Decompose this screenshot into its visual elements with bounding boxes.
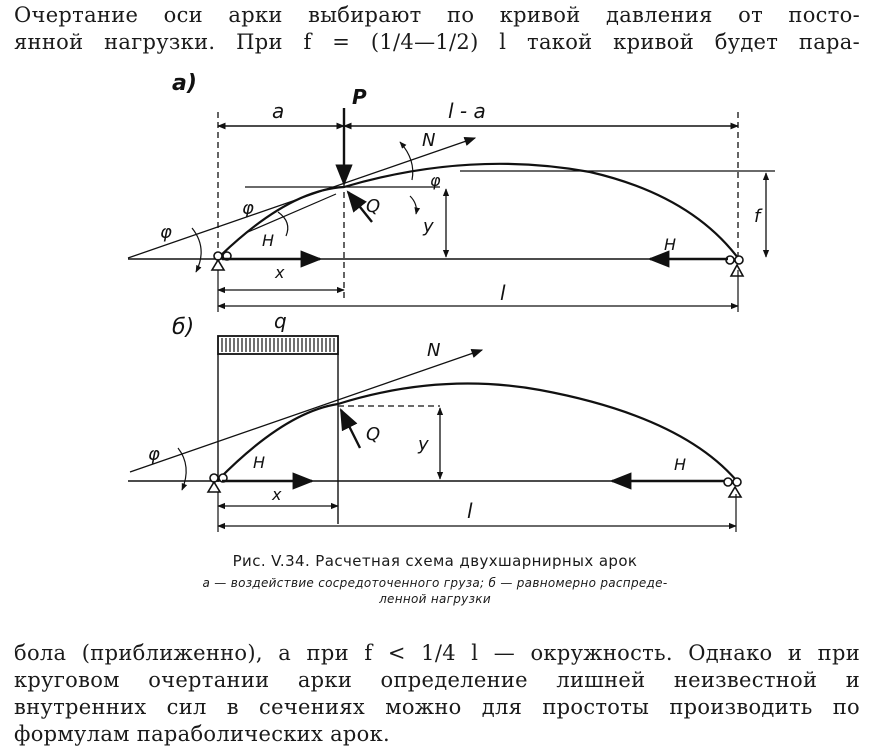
label-f: f (754, 206, 761, 227)
panel-b-arch (218, 384, 736, 480)
label-phi-mid: φ (242, 198, 254, 219)
panel-a-right-support (726, 256, 743, 276)
top-line-1: Очертание оси арки выбирают по кривой давления от посто- (14, 3, 860, 27)
point-H-line (248, 194, 336, 232)
bottom-line-2: круговом очертании арки определение лишней неизвестной и (14, 668, 860, 692)
label-P: P (352, 85, 367, 109)
bottom-paragraph (14, 640, 860, 748)
figure-caption-title: Рис. V.34. Расчетная схема двухшарнирных арок (232, 552, 638, 570)
bottom-line-3: внутренних сил в сечениях можно для простоты производить по (14, 695, 860, 719)
bottom-line-1: бола (приближенно), а при f < 1/4 l — окружность. Однако и при (14, 641, 860, 665)
label-phi-b: φ (148, 444, 160, 465)
label-y: y (423, 216, 434, 237)
top-line-2: янной нагрузки. При f = (1/4—1/2) l такой кривой будет пара- (14, 30, 860, 54)
label-H-left-b: H (253, 453, 266, 472)
shear-Q-arrow-b (341, 410, 360, 448)
label-phi-left: φ (160, 222, 172, 243)
label-l-minus-a: l - a (448, 99, 486, 123)
panel-a-left-support (212, 252, 231, 270)
angle-arc-top-lower (410, 196, 416, 214)
panel-b (128, 309, 741, 532)
label-H-point: H (262, 231, 275, 250)
angle-arc-top (400, 142, 413, 180)
bottom-line-4: формулам параболических арок. (14, 722, 391, 746)
figure-caption-line-1: а — воздействие сосредоточенного груза; б — равномерно распреде- (202, 576, 668, 590)
label-N: N (422, 130, 436, 151)
tangent-N-b (130, 350, 482, 472)
label-l-b: l (467, 499, 473, 523)
label-N-b: N (427, 340, 441, 361)
label-a: a (272, 99, 285, 123)
panel-b-left-support (208, 474, 227, 492)
figure-caption-line-2: ленной нагрузки (379, 592, 491, 606)
label-H-right-b: H (674, 455, 687, 474)
tangent-N (128, 138, 475, 258)
label-phi-top: φ (430, 171, 441, 190)
label-H-right-a: H (664, 235, 677, 254)
label-l-a: l (500, 281, 506, 305)
panel-a (128, 71, 775, 312)
label-x-b: x (272, 485, 282, 504)
label-Q-b: Q (366, 424, 381, 445)
panel-a-label: а) (172, 71, 197, 96)
label-x-a: x (275, 263, 285, 282)
label-q: q (274, 309, 287, 333)
panel-b-right-support (724, 478, 741, 497)
angle-arc-left (192, 228, 201, 272)
label-Q: Q (366, 196, 381, 217)
label-y-b: y (418, 434, 429, 455)
panel-b-label: б) (172, 315, 195, 340)
